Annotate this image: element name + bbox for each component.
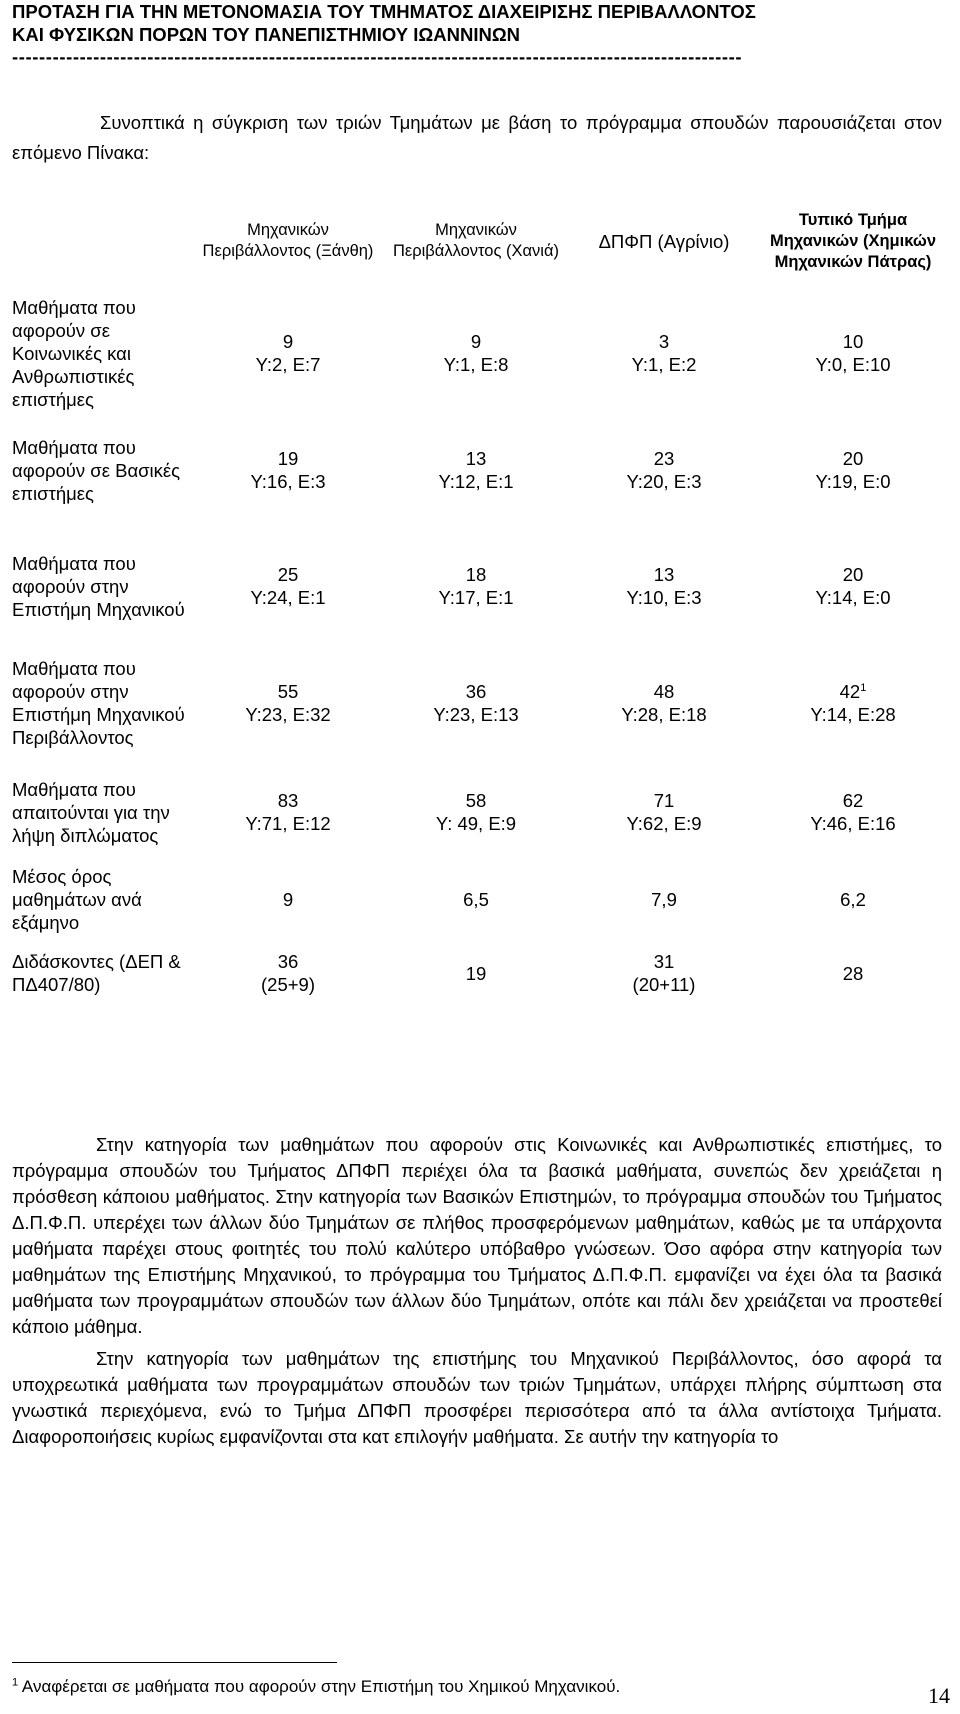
- table-cell: [758, 862, 948, 937]
- table-row: [12, 528, 948, 644]
- footnote-separator: [12, 1662, 337, 1663]
- course-split: Υ:10, Ε:3: [626, 587, 702, 608]
- table-cell: [382, 937, 570, 1009]
- table-cell: [758, 528, 948, 644]
- course-count: 36: [465, 681, 487, 702]
- table-cell: [194, 862, 382, 937]
- table-cell: [382, 644, 570, 762]
- column-header: Μηχανικών Περιβάλλοντος (Ξάνθη): [202, 221, 374, 260]
- course-count: 48: [653, 681, 675, 702]
- course-count: 13: [653, 564, 675, 585]
- table-cell: [382, 762, 570, 862]
- row-label: Μαθήματα που αφορούν σε Βασικές επιστήμες: [12, 436, 181, 504]
- table-cell: [758, 762, 948, 862]
- course-split: Υ:20, Ε:3: [626, 471, 702, 492]
- footnote-marker: 1: [860, 681, 867, 694]
- row-label: Μαθήματα που απαιτούνται για την λήψη διπλώματος: [12, 778, 170, 846]
- course-count: 9: [282, 331, 294, 352]
- row-label: Διδάσκοντες (ΔΕΠ & ΠΔ407/80): [12, 951, 181, 995]
- course-split: Υ:71, Ε:12: [245, 813, 331, 834]
- staff-count: 28: [842, 962, 864, 984]
- table-cell: [570, 412, 758, 528]
- table-cell: [570, 862, 758, 937]
- course-count: 62: [842, 790, 864, 811]
- table-cell: [382, 862, 570, 937]
- body-paragraph: Στην κατηγορία των μαθημάτων της επιστήμης του Μηχανικού Περιβάλλοντος, όσο αφορά τα υποχρεωτικά μαθήματα των προγραμμάτων σπουδών των τριών Τμημάτων, υπάρχει πλήρης σύμπτωση στα γνωστικά περιεχόμενα, ενώ το Τμήμα ΔΠΦΠ προσφέρει περισσότερα από τα άλλα αντίστοιχα Τμήματα. Διαφοροποιήσεις κυρίως εμφανίζονται στα κατ επιλογήν μαθήματα. Σε αυτήν την κατηγορία το: [12, 1348, 942, 1447]
- course-count: 55: [277, 681, 299, 702]
- table-cell: [194, 528, 382, 644]
- table-cell: [758, 644, 948, 762]
- course-count: 20: [842, 448, 864, 469]
- table-cell: [570, 528, 758, 644]
- course-count: 19: [277, 448, 299, 469]
- course-count: 23: [653, 448, 675, 469]
- course-split: Υ:1, Ε:2: [631, 354, 697, 375]
- course-count: 25: [277, 564, 299, 585]
- table-cell: [382, 528, 570, 644]
- staff-count: 19: [465, 962, 487, 984]
- table-row: [12, 294, 948, 412]
- column-header: ΔΠΦΠ (Αγρίνιο): [598, 230, 730, 252]
- column-header: Τυπικό Τμήμα Μηχανικών (Χημικών Μηχανικών Πάτρας): [769, 210, 936, 271]
- table-cell: [570, 762, 758, 862]
- course-count: 58: [465, 790, 487, 811]
- row-label: Μέσος όρος μαθημάτων ανά εξάμηνο: [12, 866, 142, 933]
- course-split: Υ:28, Ε:18: [621, 704, 707, 725]
- course-split: Υ:23, Ε:32: [245, 704, 331, 725]
- course-split: Υ:62, Ε:9: [626, 813, 702, 834]
- course-split: Υ:1, Ε:8: [443, 354, 509, 375]
- table-cell: [758, 412, 948, 528]
- table-corner-cell: [12, 188, 194, 294]
- course-count: 10: [842, 331, 864, 352]
- course-split: Υ:12, Ε:1: [438, 471, 514, 492]
- course-count: 18: [465, 564, 487, 585]
- footnote-mark: 1: [12, 1676, 19, 1689]
- course-count: 3: [658, 331, 670, 352]
- staff-split: (20+11): [632, 974, 696, 995]
- comparison-table: [12, 188, 948, 1009]
- header-dashed-separator: ------------------------------------------------------------------------------------------------------------: [12, 46, 743, 67]
- row-label: Μαθήματα που αφορούν σε Κοινωνικές και Ανθρωπιστικές επιστήμες: [12, 296, 136, 410]
- course-split: Υ:14, Ε:0: [815, 587, 891, 608]
- course-split: Υ:14, Ε:28: [810, 704, 896, 725]
- course-split: Υ:16, Ε:3: [250, 471, 326, 492]
- average-value: 6,5: [463, 889, 489, 910]
- footnote-text: Αναφέρεται σε μαθήματα που αφορούν στην Επιστήμη του Χημικού Μηχανικού.: [21, 1677, 621, 1696]
- course-count: 42: [839, 681, 861, 702]
- table-cell: [382, 412, 570, 528]
- table-row: [12, 412, 948, 528]
- course-split: Υ:2, Ε:7: [255, 354, 321, 375]
- row-label: Μαθήματα που αφορούν στην Επιστήμη Μηχανικού Περιβάλλοντος: [12, 658, 185, 748]
- table-cell: [194, 762, 382, 862]
- course-count: 9: [470, 331, 482, 352]
- table-row: [12, 937, 948, 1009]
- table-cell: [570, 294, 758, 412]
- table-cell: [382, 294, 570, 412]
- table-cell: [194, 937, 382, 1009]
- table-row: [12, 862, 948, 937]
- course-split: Υ:19, Ε:0: [815, 471, 891, 492]
- row-label: Μαθήματα που αφορούν στην Επιστήμη Μηχανικού: [12, 552, 185, 620]
- course-split: Υ:46, Ε:16: [810, 813, 896, 834]
- table-cell: [758, 937, 948, 1009]
- course-split: Υ: 49, Ε:9: [435, 813, 517, 834]
- table-cell: [194, 294, 382, 412]
- course-split: Υ:23, Ε:13: [433, 704, 519, 725]
- course-split: Υ:24, Ε:1: [250, 587, 326, 608]
- average-value: 9: [282, 889, 294, 910]
- table-cell: [194, 644, 382, 762]
- staff-split: (25+9): [261, 974, 315, 995]
- page-number: 14: [928, 1683, 950, 1708]
- course-count: 20: [842, 564, 864, 585]
- average-value: 6,2: [840, 889, 866, 910]
- footnote: [12, 1676, 620, 1698]
- header-title-line-2: ΚΑΙ ΦΥΣΙΚΩΝ ΠΟΡΩΝ ΤΟΥ ΠΑΝΕΠΙΣΤΗΜΙΟΥ ΙΩΑΝΝΙΝΩΝ: [12, 24, 521, 45]
- table-cell: [570, 644, 758, 762]
- average-value: 7,9: [651, 889, 677, 910]
- staff-count: 31: [653, 951, 675, 972]
- table-cell: [570, 937, 758, 1009]
- table-header-row: [12, 188, 948, 294]
- body-text: [12, 1132, 942, 1450]
- course-count: 13: [465, 448, 487, 469]
- staff-count: 36: [277, 951, 299, 972]
- table-cell: [194, 412, 382, 528]
- course-count: 71: [653, 790, 675, 811]
- course-split: Υ:17, Ε:1: [438, 587, 514, 608]
- header-title-line-1: ΠΡΟΤΑΣΗ ΓΙΑ ΤΗΝ ΜΕΤΟΝΟΜΑΣΙΑ ΤΟΥ ΤΜΗΜΑΤΟΣ ΔΙΑΧΕΙΡΙΣΗΣ ΠΕΡΙΒΑΛΛΟΝΤΟΣ: [12, 1, 756, 22]
- table-row: [12, 644, 948, 762]
- column-header: Μηχανικών Περιβάλλοντος (Χανιά): [392, 221, 559, 260]
- intro-paragraph: Συνοπτικά η σύγκριση των τριών Τμημάτων με βάση το πρόγραμμα σπουδών παρουσιάζεται στον επόμενο Πίνακα:: [12, 112, 942, 163]
- course-count: 83: [277, 790, 299, 811]
- table-row: [12, 762, 948, 862]
- table-cell: [758, 294, 948, 412]
- course-split: Υ:0, Ε:10: [815, 354, 891, 375]
- document-header: [12, 0, 952, 68]
- body-paragraph: Στην κατηγορία των μαθημάτων που αφορούν στις Κοινωνικές και Ανθρωπιστικές επιστήμες, το πρόγραμμα σπουδών του Τμήματος ΔΠΦΠ περιέχει όλα τα βασικά μαθήματα, συνεπώς δεν χρειάζεται η πρόσθεση κάποιου μαθήματος. Στην κατηγορία των Βασικών Επιστημών, το πρόγραμμα σπουδών του Τμήματος Δ.Π.Φ.Π. υπερέχει των άλλων δύο Τμημάτων σε πλήθος προσφερόμενων μαθημάτων, καθώς με τα υπάρχοντα μαθήματα παρέχει στους φοιτητές του πολύ καλύτερο υπόβαθρο γνώσεων. Όσο αφόρα στην κατηγορία των μαθημάτων της Επιστήμης Μηχανικού, το πρόγραμμα του Τμήματος Δ.Π.Φ.Π. εμφανίζει να έχει όλα τα βασικά μαθήματα των προγραμμάτων σπουδών των άλλων δύο Τμημάτων, οπότε και πάλι δεν χρειάζεται να προστεθεί κάποιο μάθημα.: [12, 1134, 942, 1337]
